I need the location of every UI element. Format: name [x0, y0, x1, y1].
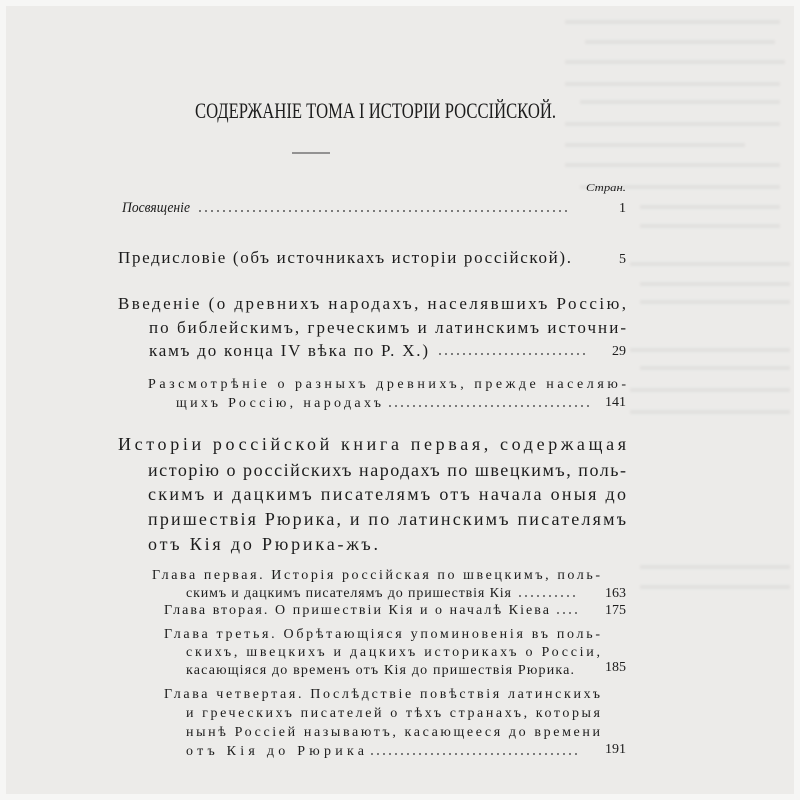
entry-line: по библейскимъ, греческимъ и латинскимъ источни-	[149, 318, 626, 337]
entry-line: пришествія Рюрика, и по латинскимъ писателямъ	[148, 509, 626, 529]
entry-line: Исторіи россійской книга первая, содержащая	[118, 434, 626, 454]
entry-line: исторію о россійскихъ народахъ по швецкимъ, поль-	[148, 460, 626, 480]
page-number: 191	[605, 742, 626, 757]
page-column-header: Стран.	[586, 182, 626, 194]
page-number: 1	[619, 201, 626, 216]
entry-line: касающіяся до временъ отъ Кія до пришествія Рюрика.	[186, 663, 574, 678]
entry-line: нынѣ Россіей называютъ, касающееся до времени	[186, 725, 601, 740]
entry-line: отъ Кія до Рюрика-жъ.	[148, 534, 378, 554]
entry-line: щихъ Россію, народахъ	[176, 396, 381, 411]
entry-line: скимъ и дацкимъ писателямъ до пришествія Кія	[186, 586, 511, 601]
entry-line: Глава вторая. О пришествіи Кія и о началѣ Кіева	[164, 603, 549, 618]
entry-line: Глава первая. Исторія россійская по швецкимъ, поль-	[152, 568, 601, 583]
entry-line: скимъ и дацкимъ писателямъ отъ начала оныя до	[148, 484, 626, 504]
entry-line: Разсмотрѣніе о разныхъ древнихъ, прежде населяю-	[148, 377, 627, 392]
entry-line: и греческихъ писателей о тѣхъ странахъ, которыя	[186, 706, 600, 721]
entry-line: камъ до конца IV вѣка по Р. Х.)	[149, 341, 428, 360]
page-number: 185	[605, 660, 626, 675]
entry-line: скихъ, швецкихъ и дацкихъ историкахъ о Россіи,	[186, 645, 600, 660]
page-number: 141	[605, 395, 626, 410]
entry-line: отъ Кія до Рюрика	[186, 744, 364, 759]
entry-line: Посвященіе	[121, 200, 191, 216]
entry-line: Глава третья. Обрѣтающіяся упоминовенія въ поль-	[164, 627, 600, 642]
entry-line: Предисловіе (объ источникахъ исторіи россійской).	[118, 248, 571, 267]
page-title: СОДЕРЖАНІЕ ТОМА I ИСТОРІИ РОССІЙСКОЙ.	[195, 98, 556, 123]
page-number: 29	[612, 344, 626, 359]
toc-entry-preface	[118, 248, 626, 267]
entry-line: Глава четвертая. Послѣдствіе повѣствія латинскихъ	[164, 687, 600, 702]
page-number: 163	[605, 586, 626, 601]
page-number: 175	[605, 603, 626, 618]
entry-line: Введеніе (о древнихъ народахъ, населявшихъ Россію,	[118, 294, 626, 313]
page-number: 5	[619, 252, 626, 267]
